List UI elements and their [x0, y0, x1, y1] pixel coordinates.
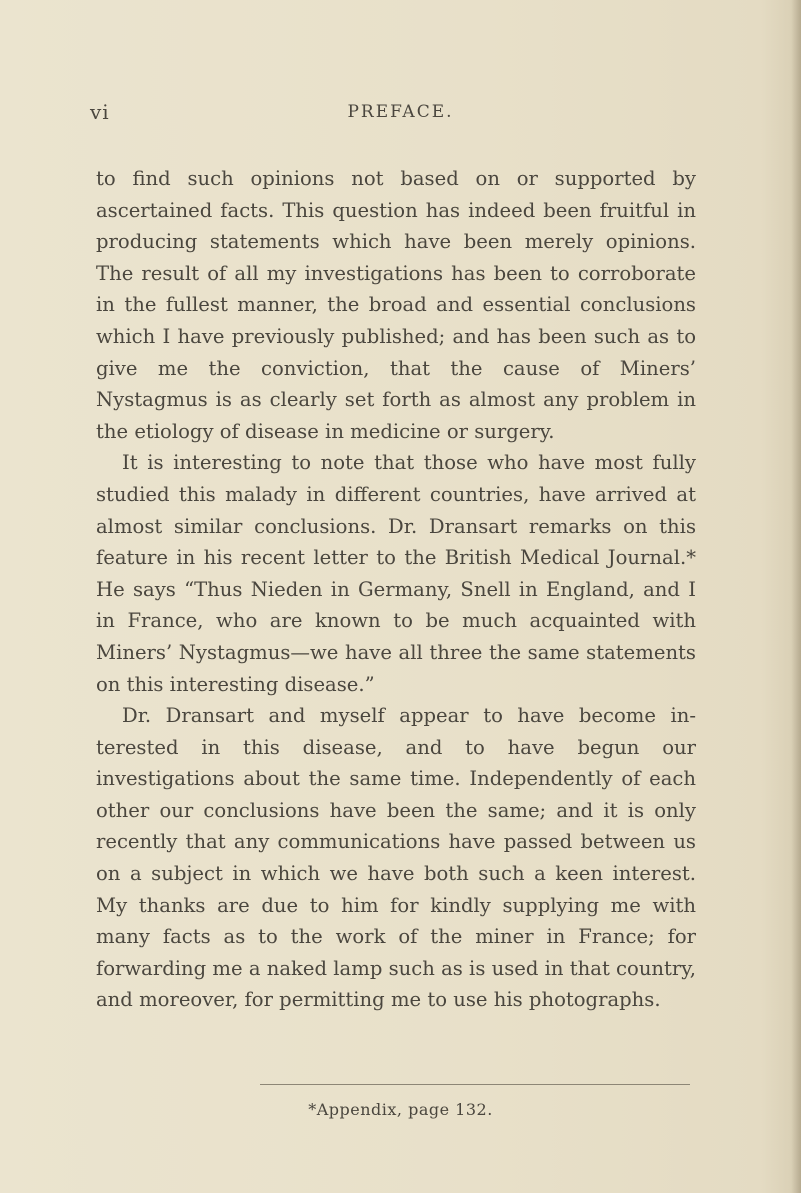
- page-header: [0, 100, 801, 130]
- paragraph-2: It is interesting to note that those who have most fully studied this malady in different countries, have arrived at almost similar conclusions. Dr. Dransart remarks on this feature in his recent letter to the British Medical Journal.* He says “Thus Nieden in Germany, Snell in England, and I in France, who are known to be much acquainted with Miners’ Nystagmus—we have all three the same statements on this interesting disease.”: [96, 451, 696, 696]
- body-text: [96, 163, 696, 1016]
- footnote: *Appendix, page 132.: [308, 1100, 493, 1119]
- paragraph-3: Dr. Dransart and myself appear to have become interested in this disease, and to have begun our investigations about the same time. Independently of each other our conclusions have been the same; and it is only recently that any communications have passed between us on a subject in which we have both such a keen interest. My thanks are due to him for kindly supplying me with many facts as to the work of the miner in France; for forwarding me a naked lamp such as is used in that country, and moreover, for permitting me to use his photographs.: [96, 704, 696, 1012]
- footnote-rule: [260, 1084, 690, 1085]
- paragraph-1: to find such opinions not based on or supported by ascertained facts. This question has indeed been fruitful in producing statements which have been merely opinions. The result of all my investigations has been to corroborate in the fullest manner, the broad and essential conclusions which I have previously published; and has been such as to give me the conviction, that the cause of Miners’ Nystagmus is as clearly set forth as almost any problem in the etiology of disease in medicine or surgery.: [96, 167, 696, 443]
- running-head: PREFACE.: [347, 102, 454, 122]
- page-number: vi: [90, 100, 110, 124]
- page-edge-shadow: [791, 0, 801, 1193]
